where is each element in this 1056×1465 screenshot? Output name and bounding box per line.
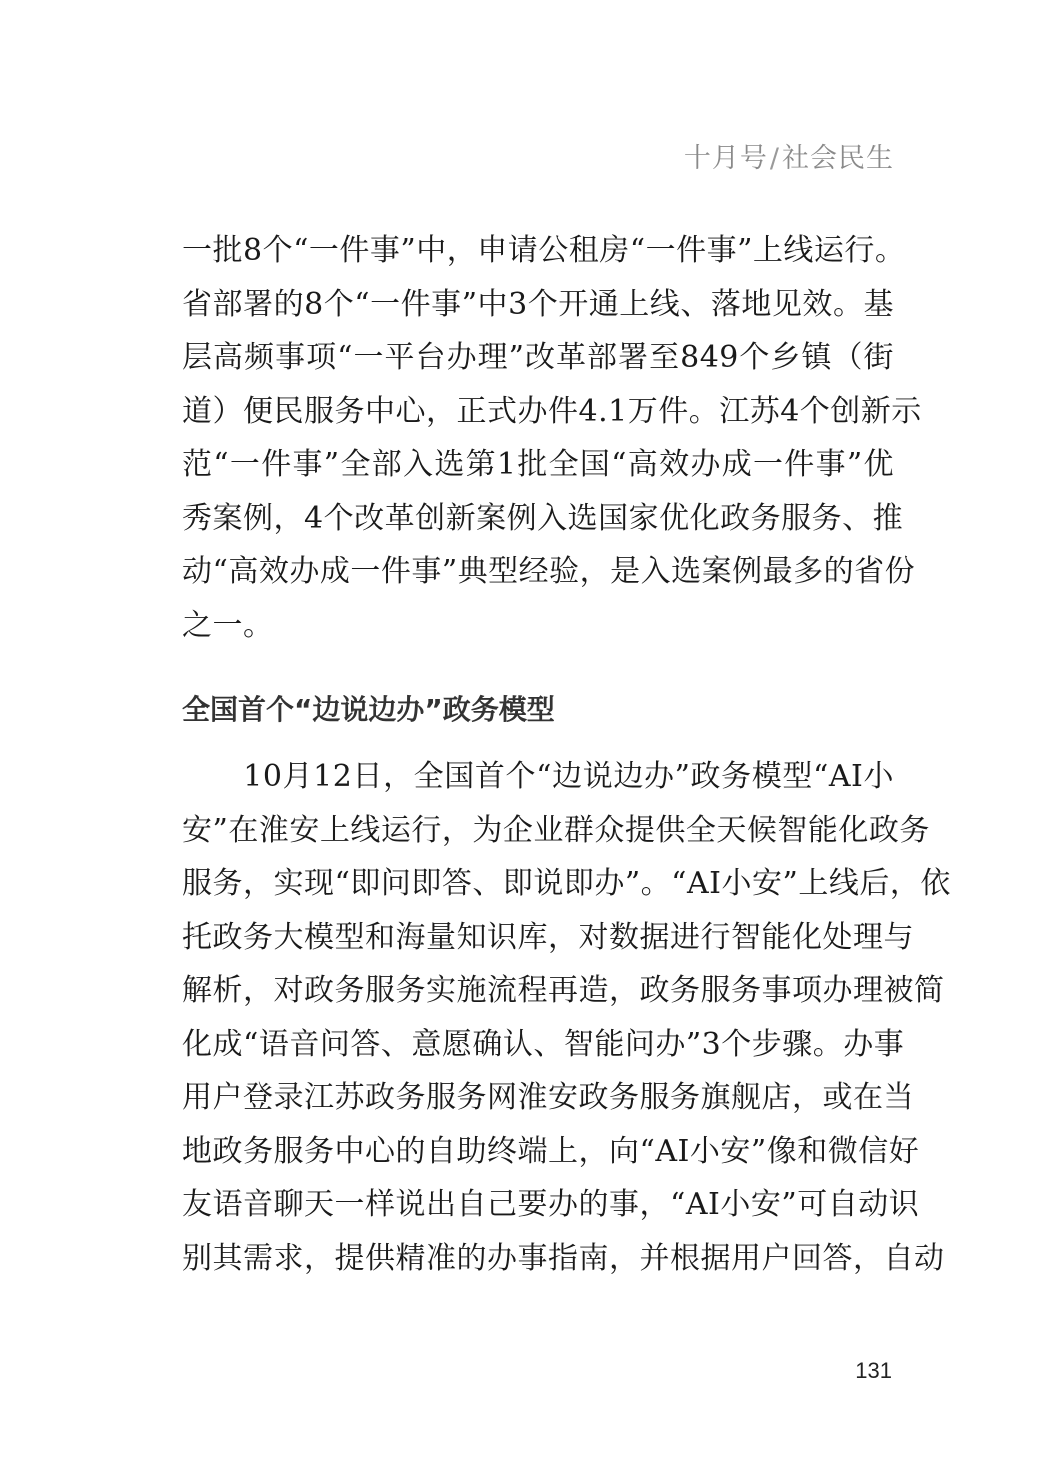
article-body [182,224,951,1285]
text-line: 友语音聊天一样说出自己要办的事，“AI小安”可自动识 [182,1187,920,1222]
section-subheading: 全国首个“边说边办”政务模型 [182,693,555,726]
text-line: 范“一件事”全部入选第1批全国“高效办成一件事”优 [182,447,894,482]
paragraph-2 [182,750,951,1285]
paragraph-1 [182,224,922,652]
text-line: 之一。 [182,607,274,643]
issue-label: 十月号 [683,143,768,174]
text-line: 10月12日，全国首个“边说边办”政务模型“AI小 [182,759,894,794]
text-line: 道）便民服务中心，正式办件4.1万件。江苏4个创新示 [182,393,922,429]
text-line: 层高频事项“一平台办理”改革部署至849个乡镇（街 [182,340,894,375]
text-line: 动“高效办成一件事”典型经验，是入选案例最多的省份 [182,554,916,589]
text-line: 解析，对政务服务实施流程再造，政务服务事项办理被简 [182,973,945,1008]
text-line: 安”在淮安上线运行，为企业群众提供全天候智能化政务 [182,812,930,848]
text-line: 用户登录江苏政务服务网淮安政务服务旗舰店，或在当 [182,1080,914,1115]
text-line: 托政务大模型和海量知识库，对数据进行智能化处理与 [182,919,914,955]
page-number: 131 [855,1358,892,1383]
running-header [684,136,894,175]
text-line: 省部署的8个“一件事”中3个开通上线、落地见效。基 [182,286,894,322]
section-label: 社会民生 [782,143,894,174]
text-line: 地政务服务中心的自助终端上，向“AI小安”像和微信好 [182,1133,920,1169]
text-line: 秀案例，4个改革创新案例入选国家优化政务服务、推 [182,500,904,536]
text-line: 化成“语音问答、意愿确认、智能问办”3个步骤。办事 [182,1026,905,1062]
header-separator: / [769,143,780,174]
text-line: 一批8个“一件事”中，申请公租房“一件事”上线运行。 [182,233,906,268]
text-line: 服务，实现“即问即答、即说即办”。“AI小安”上线后，依 [182,866,951,901]
text-line: 别其需求，提供精准的办事指南，并根据用户回答，自动 [182,1240,945,1276]
